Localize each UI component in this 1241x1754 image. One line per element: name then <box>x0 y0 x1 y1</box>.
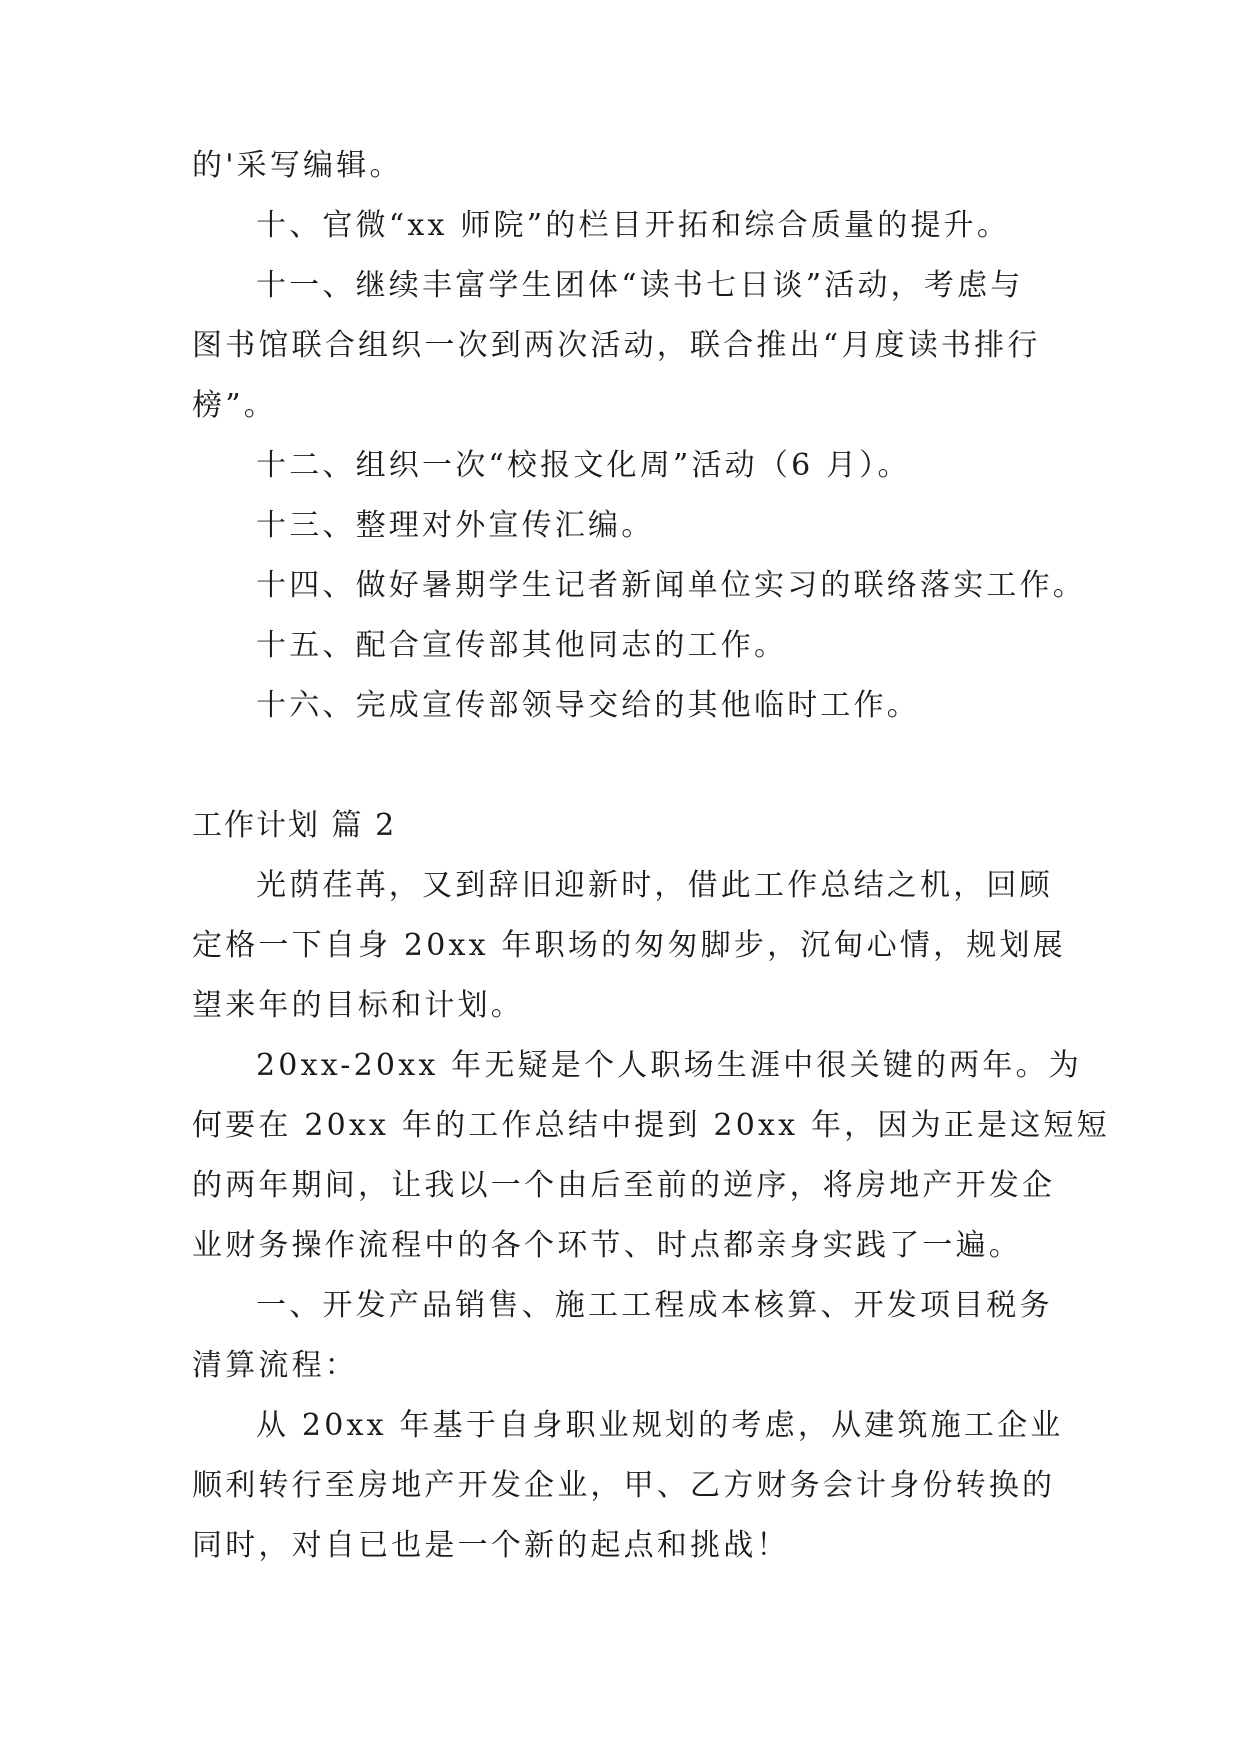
text-line: 定格一下自身 20xx 年职场的匆匆脚步，沉甸心情，规划展 <box>192 928 1066 963</box>
text-line: 从 20xx 年基于自身职业规划的考虑，从建筑施工企业 <box>256 1408 1064 1443</box>
text-line: 清算流程： <box>192 1348 358 1383</box>
body-text-part1 <box>192 136 1086 736</box>
text-line: 光荫荏苒，又到辞旧迎新时，借此工作总结之机，回顾 <box>256 868 1053 903</box>
text-line: 的两年期间，让我以一个由后至前的逆序，将房地产开发企 <box>192 1168 1056 1203</box>
body-text-part2 <box>192 856 1110 1576</box>
text-line: 一、开发产品销售、施工工程成本核算、开发项目税务 <box>256 1288 1053 1323</box>
text-line: 十二、组织一次“校报文化周”活动（6 月）。 <box>256 448 911 483</box>
text-line: 何要在 20xx 年的工作总结中提到 20xx 年，因为正是这短短 <box>192 1108 1110 1143</box>
text-line: 十六、完成宣传部领导交给的其他临时工作。 <box>256 688 920 723</box>
text-line: 的'采写编辑。 <box>192 148 403 183</box>
text-line: 榜”。 <box>192 388 277 423</box>
text-line: 十一、继续丰富学生团体“读书七日谈”活动，考虑与 <box>256 268 1024 303</box>
text-line: 十五、配合宣传部其他同志的工作。 <box>256 628 788 663</box>
text-line: 十四、做好暑期学生记者新闻单位实习的联络落实工作。 <box>256 568 1086 603</box>
text-line: 同时，对自已也是一个新的起点和挑战！ <box>192 1528 790 1563</box>
text-line: 十三、整理对外宣传汇编。 <box>256 508 655 543</box>
section-title: 工作计划 篇 2 <box>192 808 397 843</box>
text-line: 十、官微“xx 师院”的栏目开拓和综合质量的提升。 <box>256 208 1011 243</box>
text-line: 图书馆联合组织一次到两次活动，联合推出“月度读书排行 <box>192 328 1041 363</box>
text-line: 业财务操作流程中的各个环节、时点都亲身实践了一遍。 <box>192 1228 1022 1263</box>
text-line: 20xx-20xx 年无疑是个人职场生涯中很关键的两年。为 <box>256 1048 1082 1083</box>
text-line: 望来年的目标和计划。 <box>192 988 524 1023</box>
section-heading <box>192 796 1052 856</box>
text-line: 顺利转行至房地产开发企业，甲、乙方财务会计身份转换的 <box>192 1468 1056 1503</box>
